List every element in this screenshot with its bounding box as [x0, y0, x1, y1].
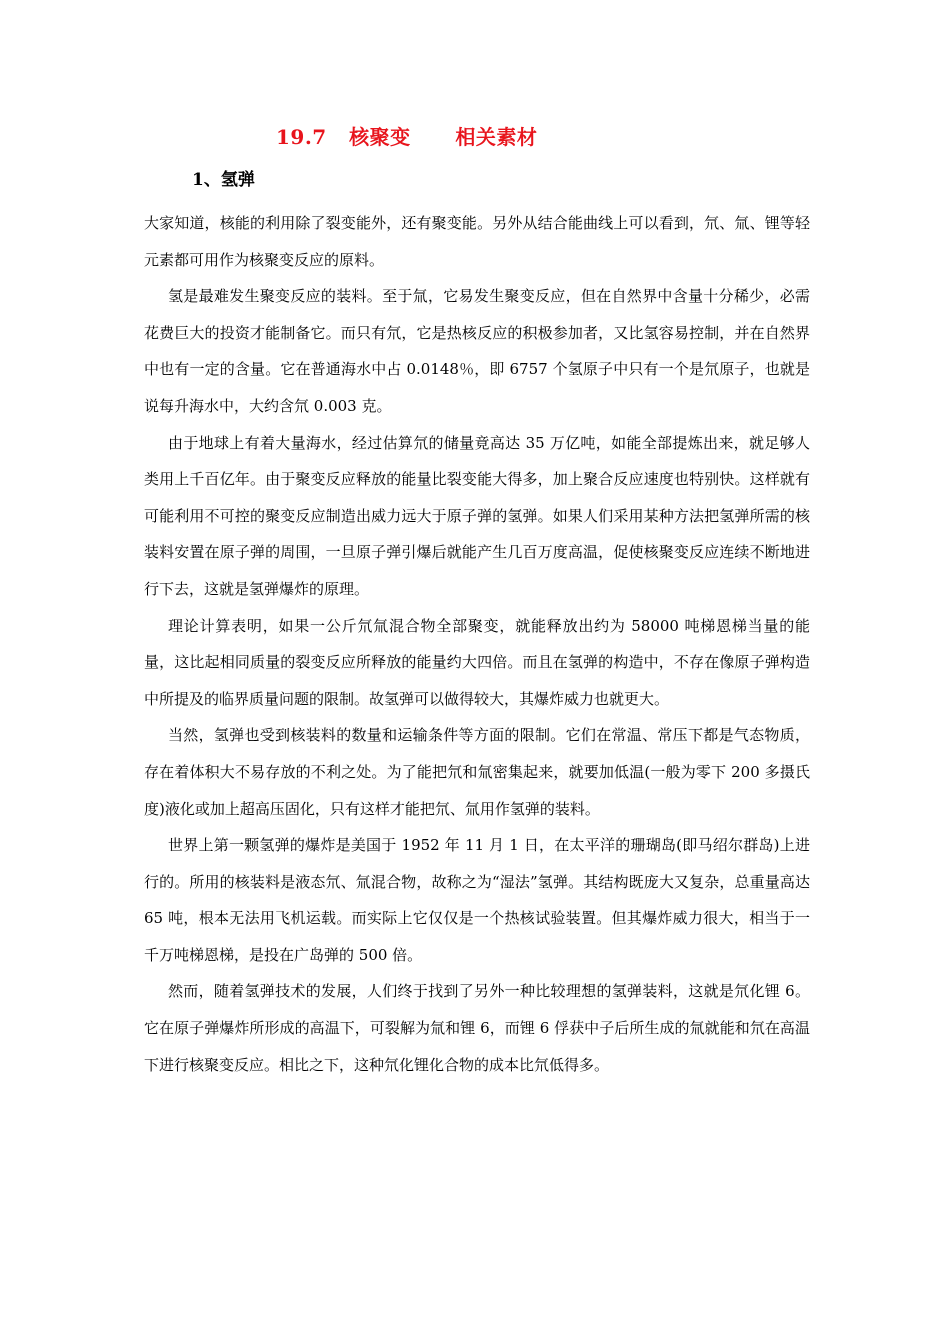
- paragraph-energy-calculation: 理论计算表明，如果一公斤氘氚混合物全部聚变，就能释放出约为 58000 吨梯恩梯当量的能量，这比起相同质量的裂变反应所释放的能量约大四倍。而且在氢弹的构造中，不存在像原子弹构造中所提及的临界质量问题的限制。故氢弹可以做得较大，其爆炸威力也就更大。: [144, 616, 810, 708]
- paragraph-first-hydrogen-bomb: 世界上第一颗氢弹的爆炸是美国于 1952 年 11 月 1 日，在太平洋的珊瑚岛(即马绍尔群岛)上进行的。所用的核装料是液态氘、氚混合物，故称之为“湿法”氢弹。其结构既庞大又复杂，总重量高达 65 吨，根本无法用飞机运载。而实际上它仅仅是一个热核试验装置。但其爆炸威力很大，相当于一千万吨梯恩梯，是投在广岛弹的 500 倍。: [144, 836, 810, 964]
- document-title: 19.7 核聚变 相关素材: [276, 125, 538, 149]
- section-heading: 1、氢弹: [192, 170, 255, 190]
- paragraph-deuterium-reserves: 由于地球上有着大量海水，经过估算氘的储量竟高达 35 万亿吨，如能全部提炼出来，就足够人类用上千百亿年。由于聚变反应释放的能量比裂变能大得多，加上聚合反应速度也特别快。这样就有可能利用不可控的聚变反应制造出威力远大于原子弹的氢弹。如果人们采用某种方法把氢弹所需的核装料安置在原子弹的周围，一旦原子弹引爆后就能产生几百万度高温，促使核聚变反应连续不断地进行下去，这就是氢弹爆炸的原理。: [144, 433, 810, 598]
- paragraph-lithium-deuteride: 然而，随着氢弹技术的发展，人们终于找到了另外一种比较理想的氢弹装料，这就是氘化锂 6。它在原子弹爆炸所形成的高温下，可裂解为氚和锂 6，而锂 6 俘获中子后所生成的氚就能和氘在高温下进行核聚变反应。相比之下，这种氘化锂化合物的成本比氘低得多。: [144, 982, 810, 1074]
- document-body: [144, 205, 810, 1083]
- paragraph-limitations: 当然，氢弹也受到核装料的数量和运输条件等方面的限制。它们在常温、常压下都是气态物质，存在着体积大不易存放的不利之处。为了能把氘和氚密集起来，就要加低温(一般为零下 200 多摄氏度)液化或加上超高压固化，只有这样才能把氘、氚用作氢弹的装料。: [144, 726, 810, 818]
- paragraph-intro: 大家知道，核能的利用除了裂变能外，还有聚变能。另外从结合能曲线上可以看到，氘、氚、锂等轻元素都可用作为核聚变反应的原料。: [144, 214, 810, 269]
- paragraph-hydrogen-fuel: 氢是最难发生聚变反应的装料。至于氚，它易发生聚变反应，但在自然界中含量十分稀少，必需花费巨大的投资才能制备它。而只有氘，它是热核反应的积极参加者，又比氢容易控制，并在自然界中也有一定的含量。它在普通海水中占 0.0148％，即 6757 个氢原子中只有一个是氘原子，也就是说每升海水中，大约含氘 0.003 克。: [144, 287, 810, 415]
